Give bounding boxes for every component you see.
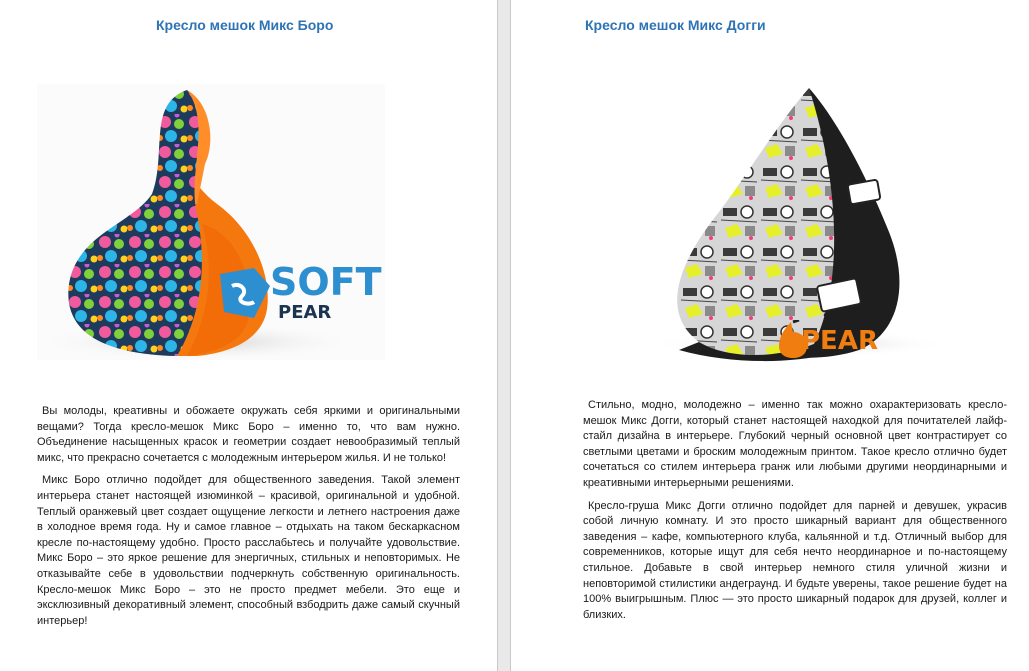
pear-logo-icon <box>214 264 276 322</box>
document-page-right <box>511 0 1029 671</box>
soft-pear-logo <box>214 260 389 330</box>
page-divider-left <box>497 0 498 671</box>
paragraph-1: Вы молоды, креативны и обожаете окружать себя яркими и оригинальными вещами? Тогда кресло-мешок Микс Боро – именно то, что вам нужно. Объединение насыщенных красок и геометрии создает невообразимый теплый микс, что прекрасно сочетается с молодежным интерьером жилья. И не только! <box>37 405 460 464</box>
paragraph-2: Кресло-груша Микс Догги отлично подойдет для парней и девушек, украсив собой личную комнату. И это просто шикарный вариант для общественного заведения – кафе, компьютерного клуба, кальянной и т.д. Отличный выбор для современников, которые ищут для себя нечто неординарное и по-настоящему стильное. Добавьте в свой интерьер немного стиля уличной жизни и неповторимой стилистики андеграунд. И будьте уверены, такое решение будет на 100% выигрышным. Плюс — это просто шикарный подарок для друзей, коллег и близких. <box>583 499 1007 621</box>
paragraph-1: Стильно, модно, молодежно – именно так можно охарактеризовать кресло-мешок Микс Догги, который станет настоящей находкой для почитателей лайф-стайл дизайна в интерьере. Глубокий черный основной цвет контрастирует со светлыми цветами и броским молодежным принтом. Такое кресло отлично будет сочетаться со стилем интерьера гранж или любыми другими неординарными и креативными интерьерными решениями. <box>583 399 1007 489</box>
soft-pear-logo <box>775 312 920 364</box>
paragraph-2: Микс Боро отлично подойдет для общественного заведения. Такой элемент интерьера станет настоящей изюминкой – красивой, оригинальной и удобной. Теплый оранжевый цвет создает ощущение легкости и летнего настроения даже в холодное время года. Ну и самое главное – отдыхать на таком бескаркасном кресле по-настоящему удобно. Просто расслабьтесь и получайте удовольствие. Микс Боро – это яркое решение для энергичных, стильных и неповторимых. Не отказывайте себе в удовольствии подчеркнуть собственную оригинальность. Кресло-мешок Микс Боро – это не просто предмет мебели. Это еще и эксклюзивный декоративный элемент, способный взбодрить даже самый скучный интерьер! <box>37 474 460 627</box>
page-title: Кресло мешок Микс Боро <box>156 17 334 33</box>
logo-text-soft: SOFT <box>823 312 853 323</box>
logo-text-pear: PEAR <box>278 302 332 323</box>
document-page-left <box>0 0 497 671</box>
description-text <box>583 398 1007 630</box>
description-text <box>37 404 460 636</box>
page-title: Кресло мешок Микс Догги <box>585 17 766 33</box>
logo-text-soft: SOFT <box>270 260 382 304</box>
logo-text-pear: PEAR <box>801 326 878 356</box>
